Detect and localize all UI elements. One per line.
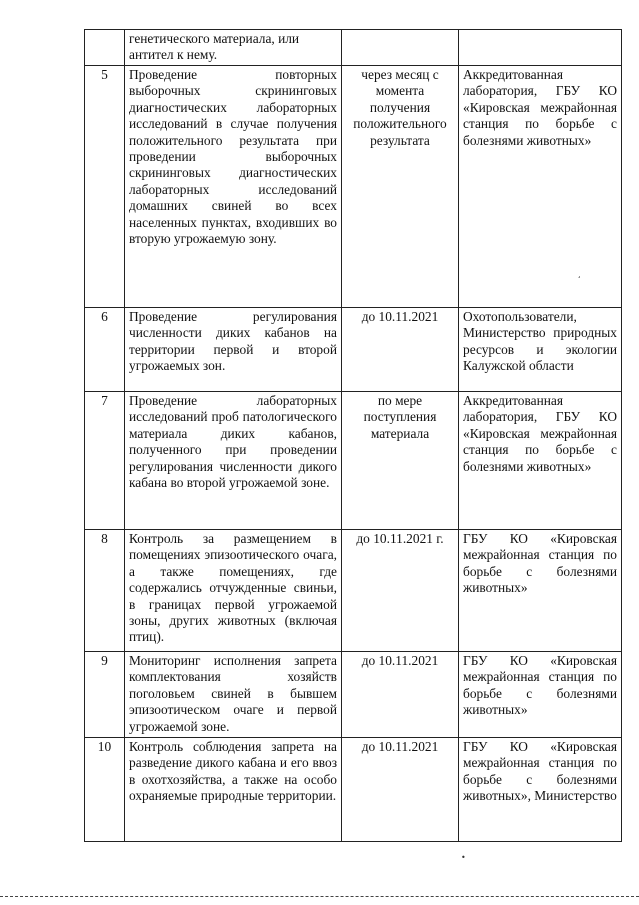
executor-cell: Аккредитованная лаборатория, ГБУ КО «Кировская межрайонная станция по борьбе с болезнями животных»: [459, 66, 622, 308]
executor-cell: ГБУ КО «Кировская межрайонная станция по борьбе с болезнями животных»: [459, 530, 622, 652]
measures-table: [84, 29, 622, 842]
executor-cell: [459, 30, 622, 66]
scan-speck: ʻ: [578, 275, 581, 284]
measure-cell: Мониторинг исполнения запрета комплектования хозяйств поголовьем свиней в бывшем эпизоотическом очаге и первой угрожаемой зоне.: [125, 652, 342, 738]
table-row: [85, 66, 622, 308]
term-text: по мере поступления материала: [363, 393, 437, 441]
executor-cell: Охотопользователи, Министерство природных ресурсов и экологии Калужской области: [459, 308, 622, 392]
term-cell: до 10.11.2021: [342, 308, 459, 392]
term-cell: [342, 392, 459, 530]
measure-cell: Проведение регулирования численности диких кабанов на территории первой и второй угрожаемых зон.: [125, 308, 342, 392]
executor-cell: Аккредитованная лаборатория, ГБУ КО «Кировская межрайонная станция по борьбе с болезнями животных»: [459, 392, 622, 530]
table-row: [85, 392, 622, 530]
executor-cell: ГБУ КО «Кировская межрайонная станция по борьбе с болезнями животных»: [459, 652, 622, 738]
measure-cell: Контроль за размещением в помещениях эпизоотического очага, а также помещениях, где содержались отчужденные свиньи, в границах первой угрожаемой зоны, других животных (включая птиц).: [125, 530, 342, 652]
executor-cell: ГБУ КО «Кировская межрайонная станция по борьбе с болезнями животных», Министерство: [459, 738, 622, 842]
measure-cell: Проведение повторных выборочных скрининговых диагностических лабораторных исследований в случае получения положительного результата при проведении выборочных скрининговых диагностических лабораторных исследований домашних свиней во всех населенных пунктах, входивших во вторую угрожаемую зону.: [125, 66, 342, 308]
page-bottom-rule: [0, 896, 639, 897]
row-number: 10: [85, 738, 125, 842]
measure-text: генетического материала, или антител к нему.: [129, 31, 300, 63]
term-cell: до 10.11.2021: [342, 738, 459, 842]
measure-cell: Проведение лабораторных исследований проб патологического материала диких кабанов, полученного при проведении регулирования численности дикого кабана во второй угрожаемой зоне.: [125, 392, 342, 530]
measure-cell: Контроль соблюдения запрета на разведение дикого кабана и его ввоз в охотхозяйства, а также на особо охраняемые природные территории.: [125, 738, 342, 842]
term-cell: до 10.11.2021: [342, 652, 459, 738]
term-cell: до 10.11.2021 г.: [342, 530, 459, 652]
table-row: [85, 308, 622, 392]
row-number: [85, 30, 125, 66]
table-row: [85, 738, 622, 842]
measure-cell: [125, 30, 342, 66]
table-row: [85, 530, 622, 652]
table-row: [85, 30, 622, 66]
row-number: 5: [85, 66, 125, 308]
row-number: 8: [85, 530, 125, 652]
table-row: [85, 652, 622, 738]
term-text: через месяц с момента получения положительного результата: [353, 67, 447, 148]
row-number: 9: [85, 652, 125, 738]
row-number: 7: [85, 392, 125, 530]
term-cell: [342, 66, 459, 308]
row-number: 6: [85, 308, 125, 392]
scan-speck: •: [461, 853, 466, 862]
term-cell: [342, 30, 459, 66]
